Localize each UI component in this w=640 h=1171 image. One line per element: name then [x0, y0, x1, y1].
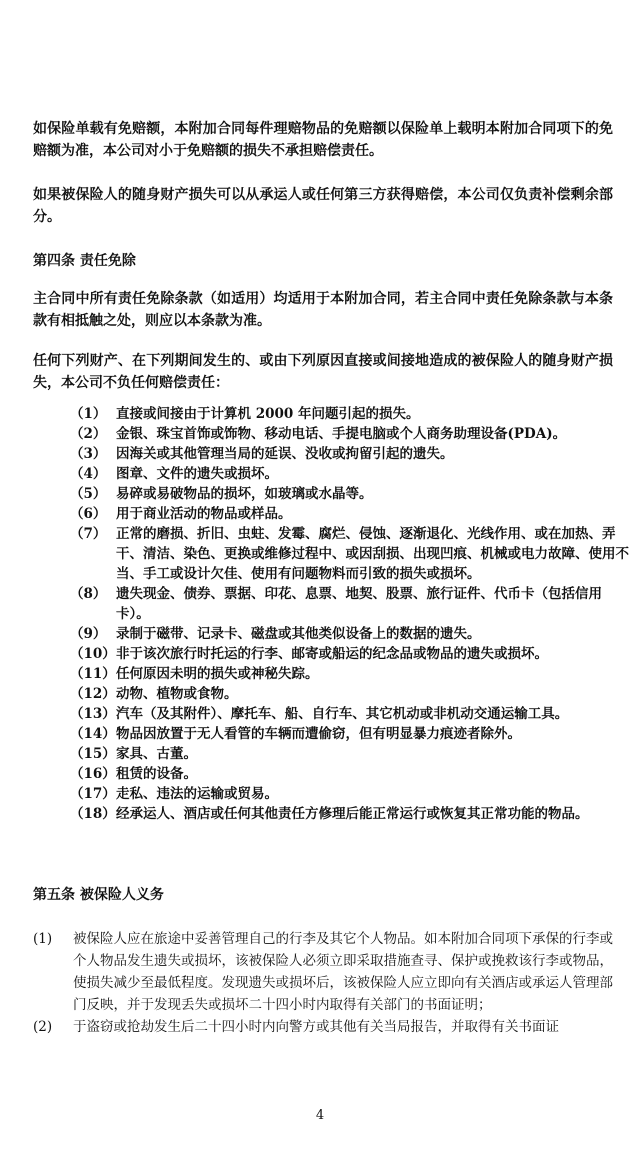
list-item-text: 遗失现金、债券、票据、印花、息票、地契、股票、旅行证件、代币卡（包括信用卡）。: [116, 586, 602, 622]
list-item: [70, 504, 630, 524]
list-item-text: 动物、植物或食物。: [116, 686, 238, 702]
list-item-number: （17）: [70, 786, 116, 802]
list-item: [33, 1016, 613, 1038]
list-item-number: （9）: [70, 626, 107, 642]
list-item-text: 正常的磨损、折旧、虫蛀、发霉、腐烂、侵蚀、逐渐退化、光线作用、或在加热、弄干、清洁、染色、更换或维修过程中、或因刮损、出现凹痕、机械或电力故障、使用不当、手工或设计欠佳、使用有问题物料而引致的损失或损坏。: [116, 526, 629, 582]
list-item: [70, 624, 630, 644]
list-item-number: （11）: [70, 666, 116, 682]
list-item-number: （4）: [70, 466, 107, 482]
list-item-text: 图章、文件的遗失或损坏。: [116, 466, 278, 482]
list-item-text: 经承运人、酒店或任何其他责任方修理后能正常运行或恢复其正常功能的物品。: [116, 806, 589, 822]
list-item-number: （7）: [70, 526, 107, 542]
list-item: [33, 928, 613, 1016]
list-item: [70, 444, 630, 464]
list-item-text: 任何原因未明的损失或神秘失踪。: [116, 666, 319, 682]
list-item-number: (2): [33, 1019, 53, 1035]
paragraph-third-party: 如果被保险人的随身财产损失可以从承运人或任何第三方获得赔偿，本公司仅负责补偿剩余部分。: [33, 187, 613, 225]
list-item: [70, 464, 630, 484]
list-item-text: 直接或间接由于计算机 2000 年问题引起的损失。: [116, 406, 420, 422]
list-item-text: 金银、珠宝首饰或饰物、移动电话、手提电脑或个人商务助理设备(PDA)。: [116, 426, 567, 442]
list-item: [70, 404, 630, 424]
list-item-number: （18）: [70, 806, 116, 822]
list-item-text: 物品因放置于无人看管的车辆而遭偷窃，但有明显暴力痕迹者除外。: [116, 726, 521, 742]
list-item-text: 易碎或易破物品的损坏，如玻璃或水晶等。: [116, 486, 373, 502]
list-item: [70, 684, 630, 704]
list-item: [70, 644, 630, 664]
list-item: [70, 424, 630, 444]
list-item: [70, 724, 630, 744]
list-item: [70, 764, 630, 784]
list-item: [70, 804, 630, 824]
list-item: [70, 584, 630, 624]
list-item-number: （6）: [70, 506, 107, 522]
paragraph-deductible: 如保险单载有免赔额，本附加合同每件理赔物品的免赔额以保险单上载明本附加合同项下的免赔额为准，本公司对小于免赔额的损失不承担赔偿责任。: [33, 121, 613, 159]
list-item: [70, 704, 630, 724]
duties-list: [33, 928, 613, 1038]
list-item: [70, 784, 630, 804]
list-item-text: 于盗窃或抢劫发生后二十四小时内向警方或其他有关当局报告，并取得有关书面证: [73, 1019, 559, 1035]
list-item-number: （2）: [70, 426, 107, 442]
list-item-text: 被保险人应在旅途中妥善管理自己的行李及其它个人物品。如本附加合同项下承保的行李或个人物品发生遗失或损坏，该被保险人必须立即采取措施查寻、保护或挽救该行李或物品，使损失减少至最低程度。发现遗失或损坏后，该被保险人应立即向有关酒店或承运人管理部门反映，并于发现丢失或损坏二十四小时内取得有关部门的书面证明；: [73, 931, 613, 1013]
list-item-text: 用于商业活动的物品或样品。: [116, 506, 292, 522]
list-item: [70, 524, 630, 584]
list-item-number: （14）: [70, 726, 116, 742]
list-item-text: 非于该次旅行时托运的行李、邮寄或船运的纪念品或物品的遗失或损坏。: [116, 646, 548, 662]
list-item-number: （8）: [70, 586, 107, 602]
list-item-number: （3）: [70, 446, 107, 462]
list-item-text: 家具、古董。: [116, 746, 197, 762]
list-item-number: （16）: [70, 766, 116, 782]
list-item-number: （15）: [70, 746, 116, 762]
paragraph-exclusions-intro: 任何下列财产、在下列期间发生的、或由下列原因直接或间接地造成的被保险人的随身财产损失，本公司不负任何赔偿责任：: [33, 353, 613, 391]
list-item-text: 因海关或其他管理当局的延误、没收或拘留引起的遗失。: [116, 446, 454, 462]
list-item: [70, 484, 630, 504]
list-item-text: 录制于磁带、记录卡、磁盘或其他类似设备上的数据的遗失。: [116, 626, 481, 642]
exclusions-list: [70, 404, 630, 824]
list-item-number: （5）: [70, 486, 107, 502]
paragraph-main-contract-exclusions: 主合同中所有责任免除条款（如适用）均适用于本附加合同，若主合同中责任免除条款与本条款有相抵触之处，则应以本条款为准。: [33, 291, 613, 329]
list-item-number: （12）: [70, 686, 116, 702]
list-item-text: 走私、违法的运输或贸易。: [116, 786, 278, 802]
list-item: [70, 744, 630, 764]
list-item: [70, 664, 630, 684]
list-item-text: 租赁的设备。: [116, 766, 197, 782]
page-number: 4: [315, 1108, 325, 1123]
list-item-number: (1): [33, 931, 53, 947]
list-item-number: （1）: [70, 406, 107, 422]
list-item-number: （13）: [70, 706, 116, 722]
list-item-number: （10）: [70, 646, 116, 662]
section-4-title: 第四条 责任免除: [33, 253, 136, 269]
list-item-text: 汽车（及其附件）、摩托车、船、自行车、其它机动或非机动交通运输工具。: [116, 706, 569, 722]
section-5-title: 第五条 被保险人义务: [33, 887, 164, 903]
